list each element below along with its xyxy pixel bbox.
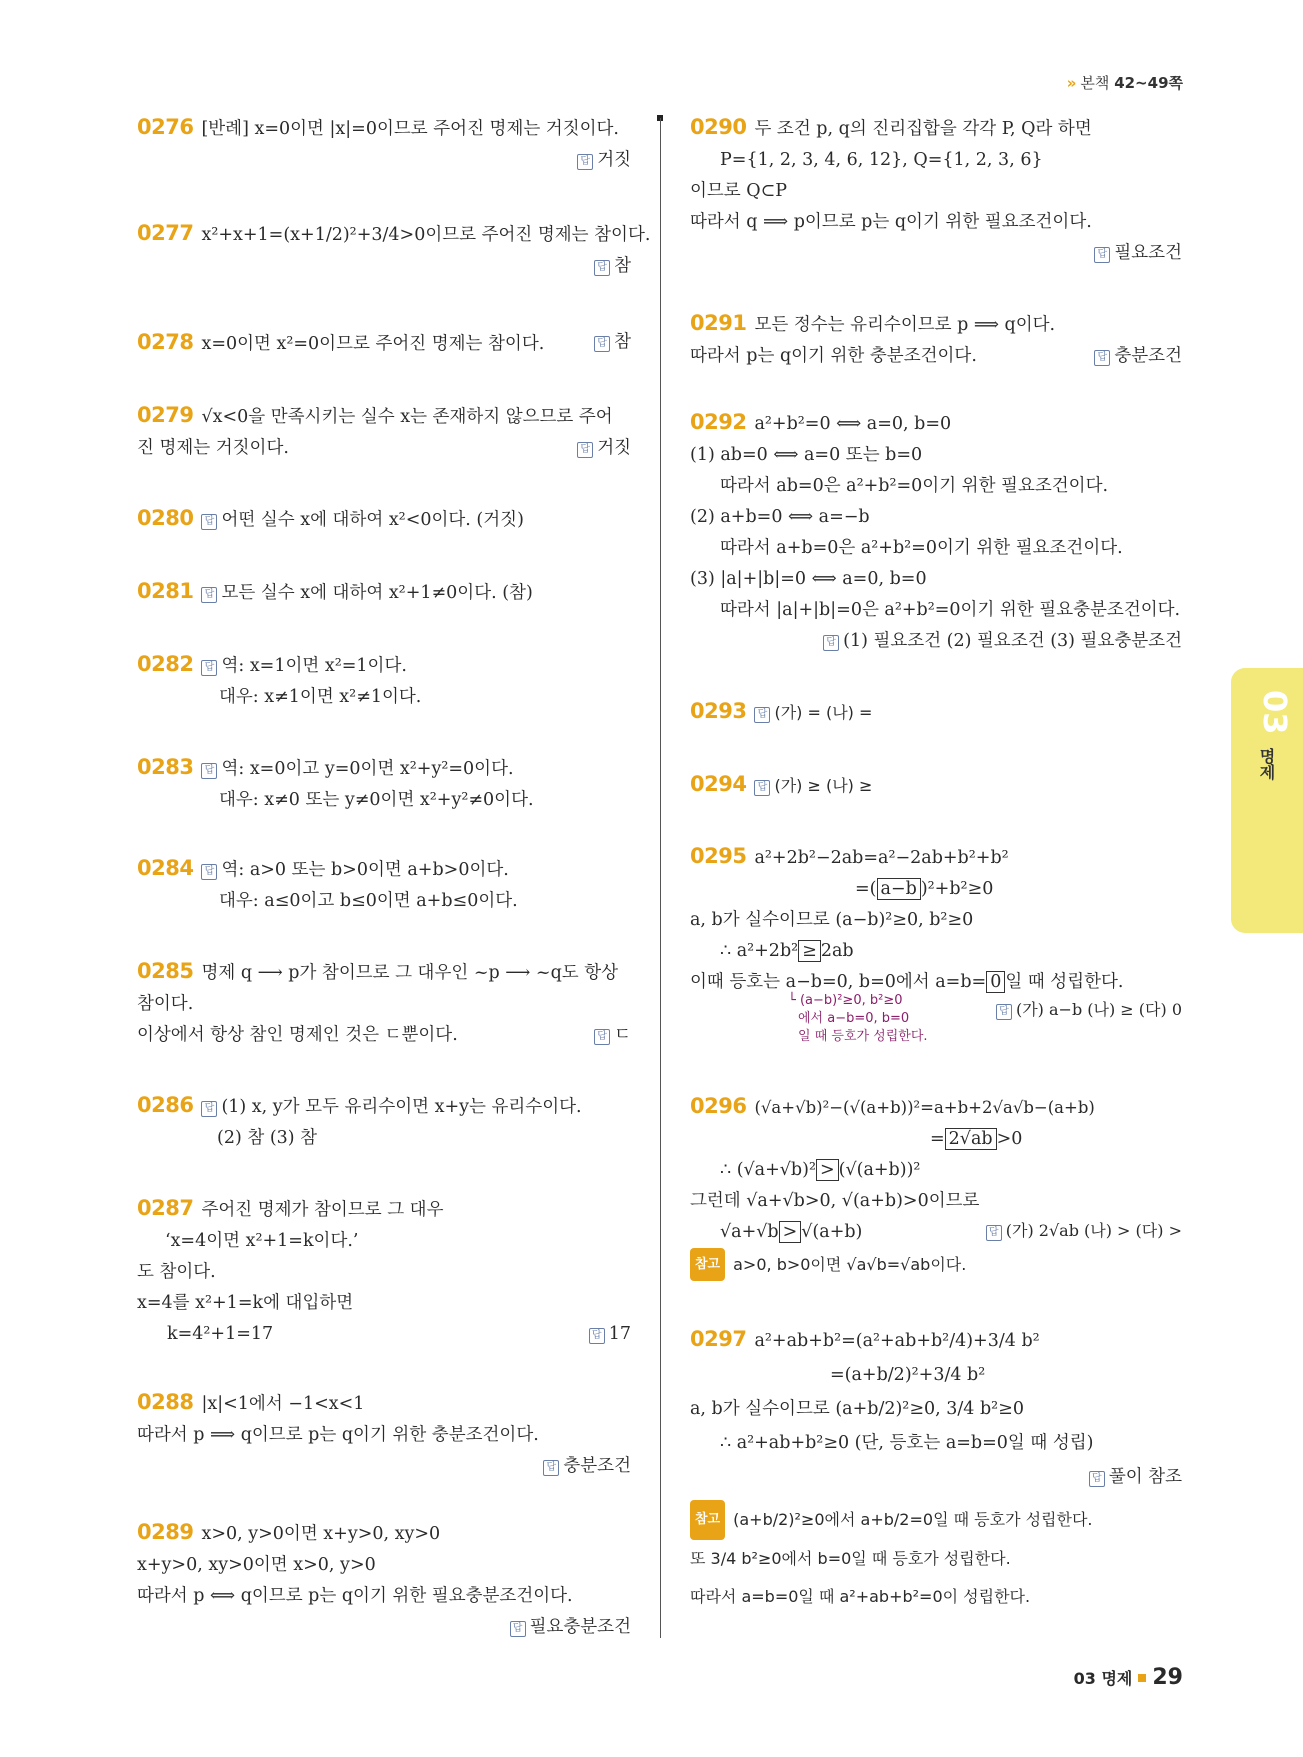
answer-icon: 답 <box>543 1460 559 1476</box>
problem-0283 <box>137 752 534 816</box>
reference-text: (a+b/2)²≥0에서 a+b/2=0일 때 등호가 성립한다. <box>733 1510 1093 1529</box>
problem-number: 0283 <box>137 755 194 779</box>
solution-text: a, b가 실수이므로 (a−b)²≥0, b²≥0 <box>690 910 974 930</box>
solution-text: |x|<1에서 −1<x<1 <box>201 1394 365 1414</box>
problem-number: 0287 <box>137 1196 194 1220</box>
problem-number: 0290 <box>690 115 747 139</box>
page-footer <box>1074 1665 1183 1690</box>
answer: 답 참 <box>594 251 631 282</box>
solution-text: 명제 q ⟶ p가 참이므로 그 대우인 ~p ⟶ ~q도 항상 <box>201 963 619 983</box>
problem-number: 0295 <box>690 844 747 868</box>
solution-text: √a+√b > √(a+b) <box>720 1222 863 1242</box>
solution-text: =(a+b/2)²+3/4 b² <box>830 1365 986 1385</box>
problem-number: 0279 <box>137 403 194 427</box>
chevron-icon: » <box>1066 74 1077 92</box>
solution-text: (2) 참 (3) 참 <box>217 1128 318 1148</box>
problem-0290 <box>690 112 1182 269</box>
problem-number: 0296 <box>690 1094 747 1118</box>
problem-0295 <box>690 841 1182 1054</box>
answer: 답 참 <box>594 327 631 358</box>
solution-text: 따라서 a+b=0은 a²+b²=0이기 위한 필요조건이다. <box>720 538 1123 558</box>
answer-icon: 답 <box>594 260 610 276</box>
footer-chapter: 03 명제 <box>1073 1669 1133 1688</box>
solution-text: a, b가 실수이므로 (a+b/2)²≥0, 3/4 b²≥0 <box>690 1399 1024 1419</box>
answer-icon: 답 <box>589 1328 605 1344</box>
problem-number: 0286 <box>137 1093 194 1117</box>
solution-text: (가) = (나) = <box>774 703 873 722</box>
problem-0296 <box>690 1091 1182 1281</box>
problem-number: 0284 <box>137 856 194 880</box>
solution-text: x=0이면 x²=0이므로 주어진 명제는 참이다. <box>201 334 545 354</box>
chapter-side-tab[interactable] <box>1231 668 1303 933</box>
solution-text: 진 명제는 거짓이다. <box>137 438 289 458</box>
solution-text: =( a−b )²+b²≥0 <box>855 879 994 899</box>
problem-number: 0277 <box>137 221 194 245</box>
footer-square-icon <box>1138 1674 1146 1682</box>
solution-text: = 2√ab >0 <box>930 1129 1023 1149</box>
problem-0278 <box>137 327 631 360</box>
answer-icon: 답 <box>823 635 839 651</box>
answer-icon: 답 <box>1094 350 1110 366</box>
solution-text: 도 참이다. <box>137 1262 216 1282</box>
solution-text: 대우: x≠1이면 x²≠1이다. <box>219 687 422 707</box>
problem-number: 0280 <box>137 506 194 530</box>
problem-0297 <box>690 1322 1182 1616</box>
solution-text: 따라서 p ⟺ q이므로 p는 q이기 위한 필요충분조건이다. <box>137 1586 573 1606</box>
problem-0280 <box>137 503 524 536</box>
problem-0284 <box>137 853 518 917</box>
page-reference <box>1067 72 1183 93</box>
solution-text: 주어진 명제가 참이므로 그 대우 <box>201 1200 444 1220</box>
solution-text: a²+2b²−2ab=a²−2ab+b²+b² <box>754 848 1009 868</box>
solution-text: k=4²+1=17 <box>167 1324 274 1344</box>
solution-text: 참이다. <box>137 994 194 1014</box>
problem-number: 0278 <box>137 330 194 354</box>
solution-text: [반례] x=0이면 |x|=0이므로 주어진 명제는 거짓이다. <box>201 119 619 139</box>
answer-icon: 답 <box>754 780 770 796</box>
problem-number: 0297 <box>690 1327 747 1351</box>
solution-text: 따라서 ab=0은 a²+b²=0이기 위한 필요조건이다. <box>720 476 1109 496</box>
solution-text: 어떤 실수 x에 대하여 x²<0이다. (거짓) <box>221 510 524 530</box>
solution-text: (2) a+b=0 ⟺ a=−b <box>690 507 870 527</box>
answer-icon: 답 <box>201 1101 217 1117</box>
reference-box <box>690 1500 1182 1616</box>
problem-0292 <box>690 407 1182 657</box>
answer: 답 ㄷ <box>594 1020 631 1051</box>
answer-icon: 답 <box>594 336 610 352</box>
problem-0282 <box>137 649 421 713</box>
chapter-number: 03 <box>1256 690 1294 735</box>
blank-box: 0 <box>986 971 1005 993</box>
answer-icon: 답 <box>986 1225 1002 1241</box>
problem-number: 0292 <box>690 410 747 434</box>
answer: 답 (1) 필요조건 (2) 필요조건 (3) 필요충분조건 <box>823 626 1182 657</box>
solution-text: x+y>0, xy>0이면 x>0, y>0 <box>137 1555 376 1575</box>
solution-text: 그런데 √a+√b>0, √(a+b)>0이므로 <box>690 1191 980 1211</box>
reference-text: 또 3/4 b²≥0에서 b=0일 때 등호가 성립한다. <box>690 1549 1011 1568</box>
blank-box: a−b <box>877 878 921 900</box>
problem-0287 <box>137 1193 631 1350</box>
problem-0289 <box>137 1517 631 1643</box>
solution-text: 이때 등호는 a−b=0, b=0에서 a=b= 0 일 때 성립한다. <box>690 972 1124 992</box>
answer-icon: 답 <box>996 1004 1012 1020</box>
reference-label: 본책 <box>1080 74 1110 92</box>
answer: 답 17 <box>589 1319 631 1350</box>
blank-box: ≥ <box>798 940 821 962</box>
problem-number: 0276 <box>137 115 194 139</box>
answer-icon: 답 <box>201 587 217 603</box>
problem-0277 <box>137 218 651 282</box>
annotation-note: └ (a−b)²≥0, b²≥0 에서 a−b=0, b=0 일 때 등호가 성립한다. <box>788 993 928 1044</box>
answer: 답 필요조건 <box>1094 238 1182 269</box>
solution-text: x=4를 x²+1=k에 대입하면 <box>137 1293 354 1313</box>
solution-text: ‘x=4이면 x²+1=k이다.’ <box>165 1231 359 1251</box>
problem-0276 <box>137 112 631 176</box>
answer-icon: 답 <box>201 864 217 880</box>
solution-text: x²+x+1=(x+1/2)²+3/4>0이므로 주어진 명제는 참이다. <box>201 225 651 245</box>
column-divider <box>660 118 661 1638</box>
reference-pages: 42~49쪽 <box>1114 74 1183 92</box>
problem-0294 <box>690 769 872 802</box>
answer-icon: 답 <box>201 660 217 676</box>
solution-text: 따라서 p는 q이기 위한 충분조건이다. <box>690 346 977 366</box>
answer: 답 충분조건 <box>1094 341 1182 372</box>
solution-text: 역: x=1이면 x²=1이다. <box>221 656 407 676</box>
solution-text: 대우: x≠0 또는 y≠0이면 x²+y²≠0이다. <box>219 790 534 810</box>
answer-icon: 답 <box>201 763 217 779</box>
solution-text: 따라서 p ⟹ q이므로 p는 q이기 위한 충분조건이다. <box>137 1425 539 1445</box>
solution-text: ∴ a²+ab+b²≥0 (단, 등호는 a=b=0일 때 성립) <box>720 1433 1094 1453</box>
answer: 답 필요충분조건 <box>510 1612 631 1643</box>
answer: 답 (가) 2√ab (나) > (다) > <box>986 1215 1182 1246</box>
reference-text: 따라서 a=b=0일 때 a²+ab+b²=0이 성립한다. <box>690 1587 1031 1606</box>
reference-badge: 참고 <box>690 1500 725 1540</box>
page-number: 29 <box>1152 1665 1183 1690</box>
answer-icon: 답 <box>510 1621 526 1637</box>
problem-0291 <box>690 308 1182 372</box>
solution-text: 대우: a≤0이고 b≤0이면 a+b≤0이다. <box>219 891 518 911</box>
chapter-label: 명제 <box>1257 748 1276 780</box>
answer: 답 (가) a−b (나) ≥ (다) 0 <box>996 994 1182 1025</box>
blank-box: > <box>779 1221 802 1243</box>
solution-text: (가) ≥ (나) ≥ <box>774 776 873 795</box>
problem-number: 0291 <box>690 311 747 335</box>
solution-text: 이상에서 항상 참인 명제인 것은 ㄷ뿐이다. <box>137 1025 458 1045</box>
problem-number: 0288 <box>137 1390 194 1414</box>
solution-text: 모든 정수는 유리수이므로 p ⟹ q이다. <box>754 315 1056 335</box>
problem-0286 <box>137 1090 582 1154</box>
solution-text: 이므로 Q⊂P <box>690 181 788 201</box>
solution-text: ∴ a²+2b² ≥ 2ab <box>720 941 854 961</box>
solution-text: a²+ab+b²=(a²+ab+b²/4)+3/4 b² <box>754 1331 1040 1351</box>
solution-text: (1) x, y가 모두 유리수이면 x+y는 유리수이다. <box>221 1097 582 1117</box>
problem-0288 <box>137 1387 631 1482</box>
solution-text: 모든 실수 x에 대하여 x²+1≠0이다. (참) <box>221 583 533 603</box>
solution-text: P={1, 2, 3, 4, 6, 12}, Q={1, 2, 3, 6} <box>720 150 1043 170</box>
problem-0285 <box>137 956 631 1051</box>
solution-text: 역: a>0 또는 b>0이면 a+b>0이다. <box>221 860 509 880</box>
answer: 답 거짓 <box>577 145 631 176</box>
problem-0293 <box>690 696 872 729</box>
problem-number: 0293 <box>690 699 747 723</box>
solution-text: 두 조건 p, q의 진리집합을 각각 P, Q라 하면 <box>754 119 1092 139</box>
reference-badge: 참고 <box>690 1248 725 1281</box>
problem-number: 0281 <box>137 579 194 603</box>
solution-text: (√a+√b)²−(√(a+b))²=a+b+2√a√b−(a+b) <box>754 1098 1095 1117</box>
solution-text: 역: x=0이고 y=0이면 x²+y²=0이다. <box>221 759 514 779</box>
answer: 답 거짓 <box>577 433 631 464</box>
answer: 답 풀이 참조 <box>1089 1460 1182 1494</box>
answer-icon: 답 <box>1089 1471 1105 1487</box>
problem-number: 0289 <box>137 1520 194 1544</box>
problem-number: 0285 <box>137 959 194 983</box>
solution-text: 따라서 q ⟹ p이므로 p는 q이기 위한 필요조건이다. <box>690 212 1092 232</box>
answer: 답 충분조건 <box>543 1451 631 1482</box>
solution-text: x>0, y>0이면 x+y>0, xy>0 <box>201 1524 441 1544</box>
problem-0281 <box>137 576 533 609</box>
solution-text: √x<0을 만족시키는 실수 x는 존재하지 않으므로 주어 <box>201 407 613 427</box>
solution-text: ∴ (√a+√b)² > (√(a+b))² <box>720 1160 921 1180</box>
answer-icon: 답 <box>754 707 770 723</box>
reference-text: a>0, b>0이면 √a√b=√ab이다. <box>733 1255 967 1274</box>
blank-box: > <box>816 1159 839 1181</box>
solution-text: (3) |a|+|b|=0 ⟺ a=0, b=0 <box>690 569 927 589</box>
problem-number: 0282 <box>137 652 194 676</box>
answer-icon: 답 <box>201 514 217 530</box>
problem-number: 0294 <box>690 772 747 796</box>
solution-text: 따라서 |a|+|b|=0은 a²+b²=0이기 위한 필요충분조건이다. <box>720 600 1181 620</box>
answer-icon: 답 <box>577 442 593 458</box>
answer-icon: 답 <box>594 1029 610 1045</box>
answer-icon: 답 <box>577 154 593 170</box>
blank-box: 2√ab <box>945 1128 997 1150</box>
solution-text: a²+b²=0 ⟺ a=0, b=0 <box>754 414 952 434</box>
problem-0279 <box>137 400 631 464</box>
answer-icon: 답 <box>1094 247 1110 263</box>
solution-text: (1) ab=0 ⟺ a=0 또는 b=0 <box>690 445 923 465</box>
